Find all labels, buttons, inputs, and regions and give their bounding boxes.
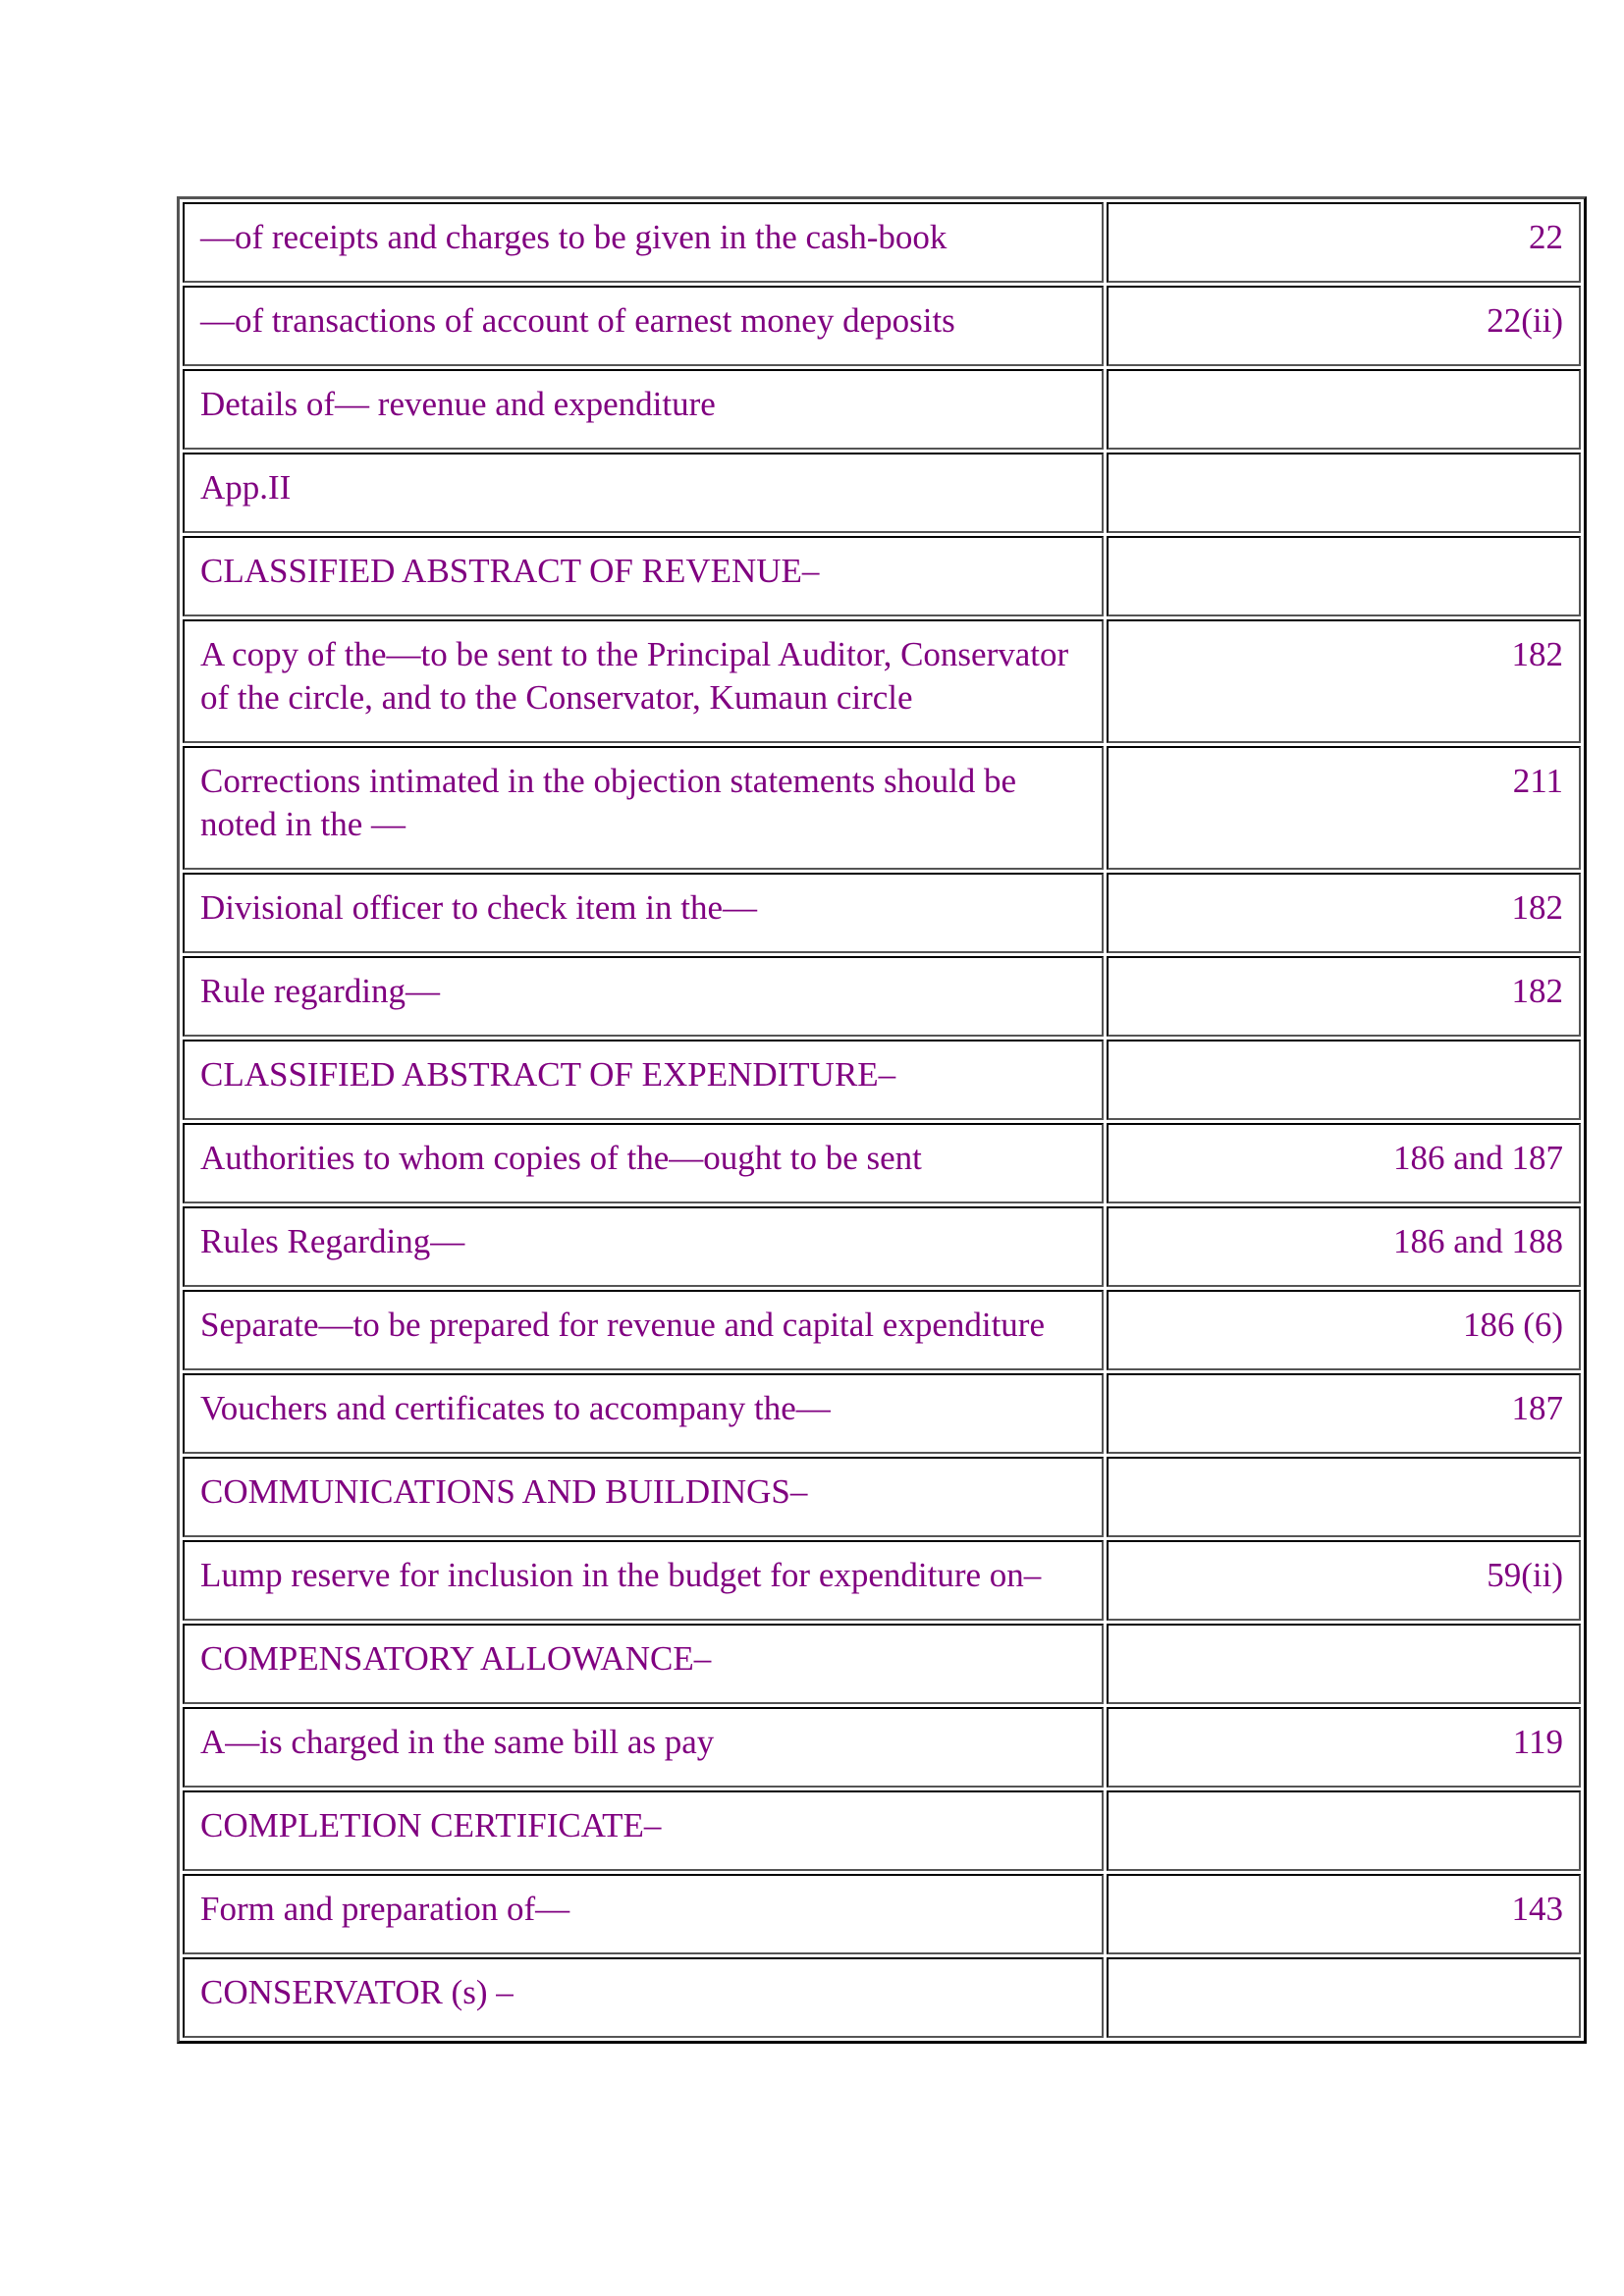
index-reference: 186 and 188 xyxy=(1107,1206,1581,1287)
index-reference: 59(ii) xyxy=(1107,1540,1581,1621)
index-row xyxy=(183,1790,1581,1871)
index-reference: 22(ii) xyxy=(1107,286,1581,366)
index-term: —of transactions of account of earnest money deposits xyxy=(183,286,1104,366)
index-term: CLASSIFIED ABSTRACT OF REVENUE– xyxy=(183,536,1104,616)
index-reference: 187 xyxy=(1107,1373,1581,1454)
index-term: COMPENSATORY ALLOWANCE– xyxy=(183,1624,1104,1704)
index-reference: 186 (6) xyxy=(1107,1290,1581,1370)
index-term: COMPLETION CERTIFICATE– xyxy=(183,1790,1104,1871)
index-table-body xyxy=(183,202,1581,2038)
index-reference xyxy=(1107,1624,1581,1704)
index-row xyxy=(183,873,1581,953)
index-reference: 143 xyxy=(1107,1874,1581,1954)
index-reference xyxy=(1107,536,1581,616)
index-row xyxy=(183,1373,1581,1454)
index-row xyxy=(183,1540,1581,1621)
index-row xyxy=(183,1457,1581,1537)
index-row xyxy=(183,369,1581,450)
index-term: Divisional officer to check item in the— xyxy=(183,873,1104,953)
index-term: COMMUNICATIONS AND BUILDINGS– xyxy=(183,1457,1104,1537)
index-term: A copy of the—to be sent to the Principal Auditor, Conservator of the circle, and to the Conservator, Kumaun circle xyxy=(183,619,1104,743)
index-term: Rule regarding— xyxy=(183,956,1104,1037)
index-row xyxy=(183,1874,1581,1954)
index-reference: 119 xyxy=(1107,1707,1581,1788)
index-reference: 182 xyxy=(1107,619,1581,743)
index-row xyxy=(183,1290,1581,1370)
index-reference xyxy=(1107,453,1581,533)
index-term: Corrections intimated in the objection statements should be noted in the — xyxy=(183,746,1104,870)
index-row xyxy=(183,746,1581,870)
index-row xyxy=(183,536,1581,616)
index-row xyxy=(183,1707,1581,1788)
index-reference xyxy=(1107,1957,1581,2038)
index-term: Details of— revenue and expenditure xyxy=(183,369,1104,450)
index-term: Lump reserve for inclusion in the budget for expenditure on– xyxy=(183,1540,1104,1621)
index-row xyxy=(183,286,1581,366)
index-row xyxy=(183,202,1581,283)
index-reference: 211 xyxy=(1107,746,1581,870)
index-term: Separate—to be prepared for revenue and capital expenditure xyxy=(183,1290,1104,1370)
index-term: A—is charged in the same bill as pay xyxy=(183,1707,1104,1788)
index-term: App.II xyxy=(183,453,1104,533)
index-reference: 22 xyxy=(1107,202,1581,283)
index-row xyxy=(183,1040,1581,1120)
index-reference xyxy=(1107,1790,1581,1871)
index-row xyxy=(183,1206,1581,1287)
index-row xyxy=(183,1957,1581,2038)
index-term: CLASSIFIED ABSTRACT OF EXPENDITURE– xyxy=(183,1040,1104,1120)
index-row xyxy=(183,619,1581,743)
index-table xyxy=(177,196,1587,2044)
index-term: Rules Regarding— xyxy=(183,1206,1104,1287)
index-row xyxy=(183,956,1581,1037)
index-term: Vouchers and certificates to accompany the— xyxy=(183,1373,1104,1454)
index-reference: 182 xyxy=(1107,873,1581,953)
index-row xyxy=(183,1624,1581,1704)
index-term: Authorities to whom copies of the—ought to be sent xyxy=(183,1123,1104,1203)
index-reference xyxy=(1107,1457,1581,1537)
index-term: Form and preparation of— xyxy=(183,1874,1104,1954)
index-row xyxy=(183,453,1581,533)
index-reference xyxy=(1107,369,1581,450)
index-reference: 186 and 187 xyxy=(1107,1123,1581,1203)
index-term: —of receipts and charges to be given in the cash-book xyxy=(183,202,1104,283)
index-reference: 182 xyxy=(1107,956,1581,1037)
index-reference xyxy=(1107,1040,1581,1120)
index-term: CONSERVATOR (s) – xyxy=(183,1957,1104,2038)
index-row xyxy=(183,1123,1581,1203)
